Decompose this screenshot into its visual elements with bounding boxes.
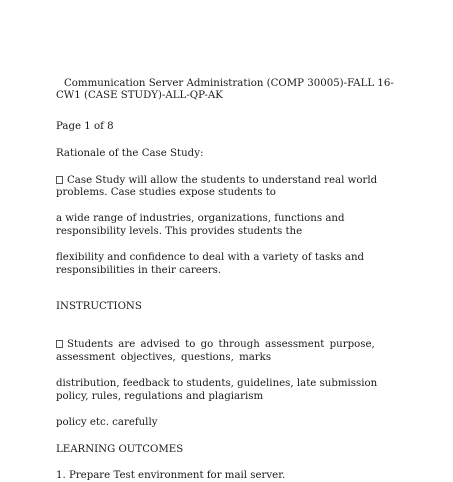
page-indicator: Page 1 of 8 [56,120,114,132]
instructions-heading: INSTRUCTIONS [56,301,142,313]
instructions-paragraph-1 [56,339,401,364]
instructions-paragraph-2: distribution, feedback to students, guidelines, late submission policy, rules, regulations and plagiarism [56,378,378,402]
rationale-text-1: Case Study will allow the students to understand real world problems. Case studies expose students to [56,174,378,199]
instructions-text-1: Students are advised to go through assessment purpose, assessment objectives, questions, marks [56,339,375,363]
learning-outcomes-heading: LEARNING OUTCOMES [56,443,184,455]
rationale-paragraph-3: flexibility and confidence to deal with a variety of tasks and responsibilities in their careers. [56,252,365,276]
rationale-paragraph-2: a wide range of industries, organizations, functions and responsibility levels. This provides students the [56,213,345,237]
document-page [56,78,401,482]
rationale-paragraph-1 [56,175,401,200]
bullet-box-icon [56,340,63,348]
rationale-heading: Rationale of the Case Study: [56,148,204,160]
document-title: Communication Server Administration (COMP 30005)-FALL 16-CW1 (CASE STUDY)-ALL-QP-AK [56,78,394,102]
learning-outcome-item: 1. Prepare Test environment for mail server. [56,469,286,481]
instructions-paragraph-3: policy etc. carefully [56,417,158,429]
bullet-box-icon [56,176,63,184]
